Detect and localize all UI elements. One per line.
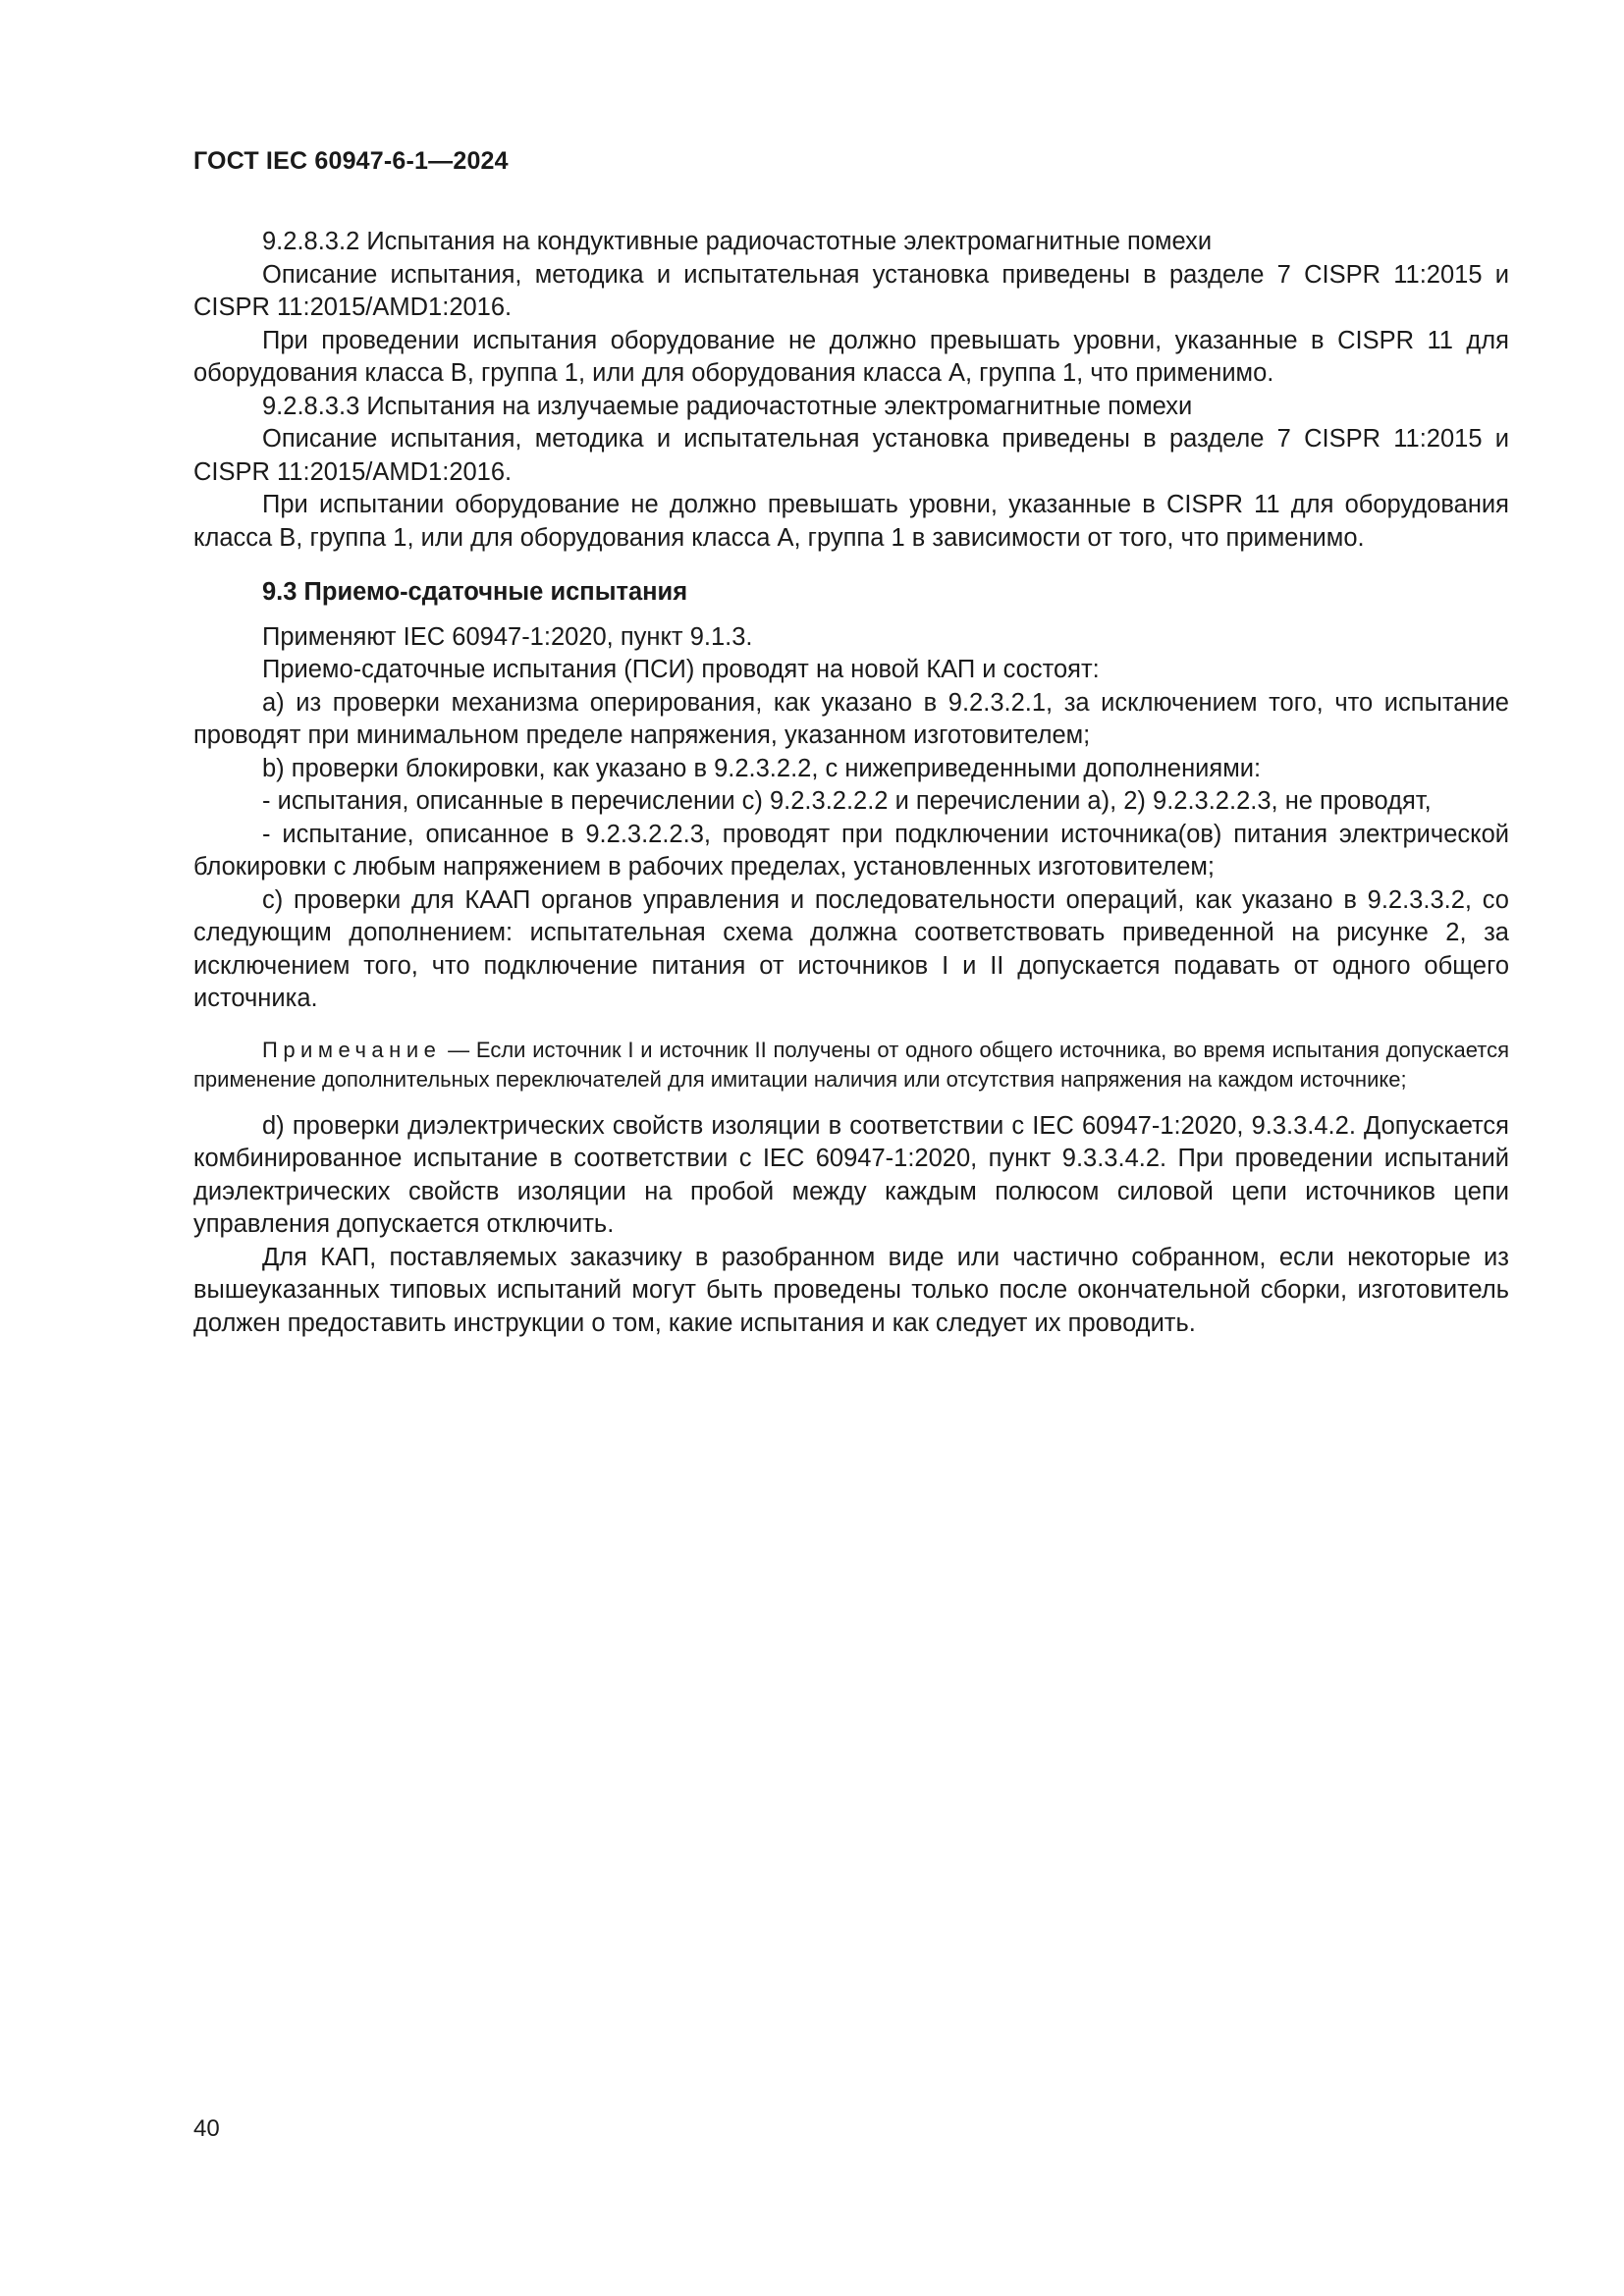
paragraph-9-2-8-3-2-title: 9.2.8.3.2 Испытания на кондуктивные радиочастотные электромагнитные помехи <box>262 228 1213 255</box>
list-item-b-dash-2: - испытание, описанное в 9.2.3.2.2.3, проводят при подключении источника(ов) питания электрической блокировки с любым напряжением в рабочих пределах, установленных изготовителем; <box>193 820 1509 881</box>
list-item-d: d) проверки диэлектрических свойств изоляции в соответствии с IEC 60947-1:2020, 9.3.3.4.2. Допускается комбинированное испытание в соответствии с IEC 60947-1:2020, пункт 9.3.3.4.2. При проведении испытаний диэлектрических свойств изоляции на пробой между каждым полюсом силовой цепи источников цепи управления допускается отключить. <box>193 1111 1509 1238</box>
note-label: Примечание <box>262 1037 442 1062</box>
paragraph-conducted-description: Описание испытания, методика и испытательная установка приведены в разделе 7 CISPR 11:2015 и CISPR 11:2015/AMD1:2016. <box>193 260 1509 321</box>
list-item-c: c) проверки для КААП органов управления и последовательности операций, как указано в 9.2.3.3.2, со следующим дополнением: испытательная схема должна соответствовать приведенной на рисунке 2, за исключением того, что подключение питания от источников I и II допускается подавать от одного общего источника. <box>193 885 1509 1012</box>
page-number: 40 <box>193 2115 220 2142</box>
list-item-b-dash-1: - испытания, описанные в перечислении c) 9.2.3.2.2.2 и перечислении a), 2) 9.2.3.2.2.3, не проводят, <box>262 787 1432 815</box>
paragraph-applies: Применяют IEC 60947-1:2020, пункт 9.1.3. <box>262 622 753 651</box>
list-item-b: b) проверки блокировки, как указано в 9.2.3.2.2, с нижеприведенными дополнениями: <box>262 754 1262 782</box>
list-item-a: a) из проверки механизма оперирования, как указано в 9.2.3.2.1, за исключением того, что испытание проводят при минимальном пределе напряжения, указанном изготовителем; <box>193 688 1509 749</box>
paragraph-radiated-description: Описание испытания, методика и испытательная установка приведены в разделе 7 CISPR 11:2015 и CISPR 11:2015/AMD1:2016. <box>193 425 1509 486</box>
note-block <box>193 1036 1509 1095</box>
section-heading-9-3: 9.3 Приемо-сдаточные испытания <box>262 578 688 606</box>
document-body <box>193 226 1509 1340</box>
paragraph-conducted-limits: При проведении испытания оборудование не должно превышать уровни, указанные в CISPR 11 для оборудования класса B, группа 1, или для оборудования класса А, группа 1, что применимо. <box>193 326 1509 387</box>
note-text: — Если источник I и источник II получены от одного общего источника, во время испытания допускается применение дополнительных переключателей для имитации наличия или отсутствия напряжения на каждом источнике; <box>193 1037 1509 1092</box>
paragraph-9-2-8-3-3-title: 9.2.8.3.3 Испытания на излучаемые радиочастотные электромагнитные помехи <box>262 392 1193 420</box>
paragraph-radiated-limits: При испытании оборудование не должно превышать уровни, указанные в CISPR 11 для оборудования класса B, группа 1, или для оборудования класса А, группа 1 в зависимости от того, что применимо. <box>193 491 1509 552</box>
paragraph-acceptance-tests: Приемо-сдаточные испытания (ПСИ) проводят на новой КАП и состоят: <box>262 656 1100 683</box>
paragraph-disassembled-delivery: Для КАП, поставляемых заказчику в разобранном виде или частично собранном, если некоторые из вышеуказанных типовых испытаний могут быть проведены только после окончательной сборки, изготовитель должен предоставить инструкции о том, какие испытания и как следует их проводить. <box>193 1243 1509 1337</box>
document-header: ГОСТ IEC 60947-6-1—2024 <box>193 147 509 175</box>
